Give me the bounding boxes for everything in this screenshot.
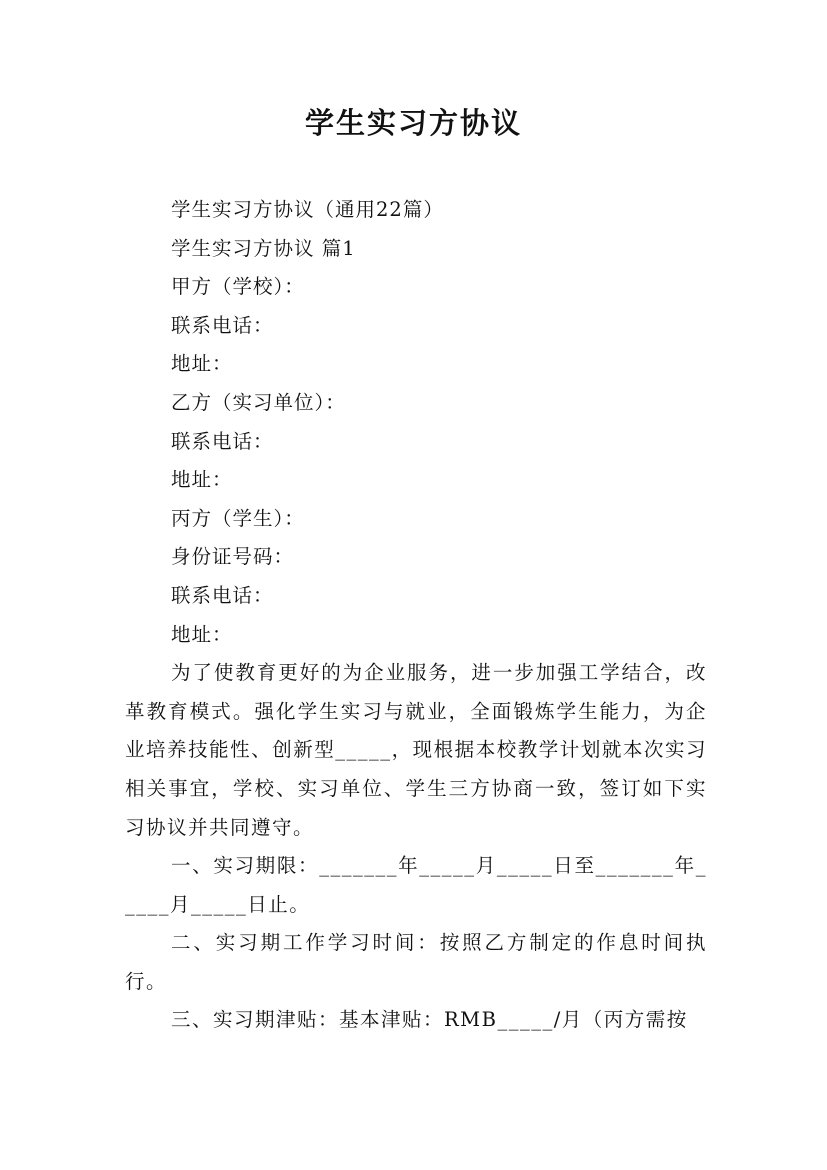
party-a-line: 甲方（学校）： [171,275,305,299]
section-heading-line: 学生实习方协议 篇1 [171,236,356,260]
clause-1-paragraph: 一、实习期限：_______年_____月_____日至_______年_____月_____日止。 [125,854,707,916]
party-b-phone-line: 联系电话： [171,429,274,453]
clause-2-paragraph: 二、实习期工作学习时间：按照乙方制定的作息时间执行。 [125,931,707,993]
party-a-phone-line: 联系电话： [171,313,274,337]
party-a-address-line: 地址： [171,352,233,376]
intro-paragraph: 为了使教育更好的为企业服务，进一步加强工学结合，改革教育模式。强化学生实习与就业，全面锻炼学生能力，为企业培养技能性、创新型_____，现根据本校教学计划就本次实习相关事宜，学校、实习单位、学生三方协商一致，签订如下实习协议并共同遵守。 [125,661,707,839]
document-body [125,191,707,1040]
party-b-address-line: 地址： [171,468,233,492]
document-title: 学生实习方协议 [304,106,522,140]
clause-3-paragraph: 三、实习期津贴：基本津贴：RMB_____/月（丙方需按 [171,1008,688,1032]
subtitle-line: 学生实习方协议（通用22篇） [171,198,444,221]
party-c-line: 丙方（学生）： [171,506,305,530]
party-c-address-line: 地址： [171,622,233,646]
party-b-line: 乙方（实习单位）： [171,390,346,414]
party-c-phone-line: 联系电话： [171,583,274,607]
party-c-id-line: 身份证号码： [171,545,295,569]
